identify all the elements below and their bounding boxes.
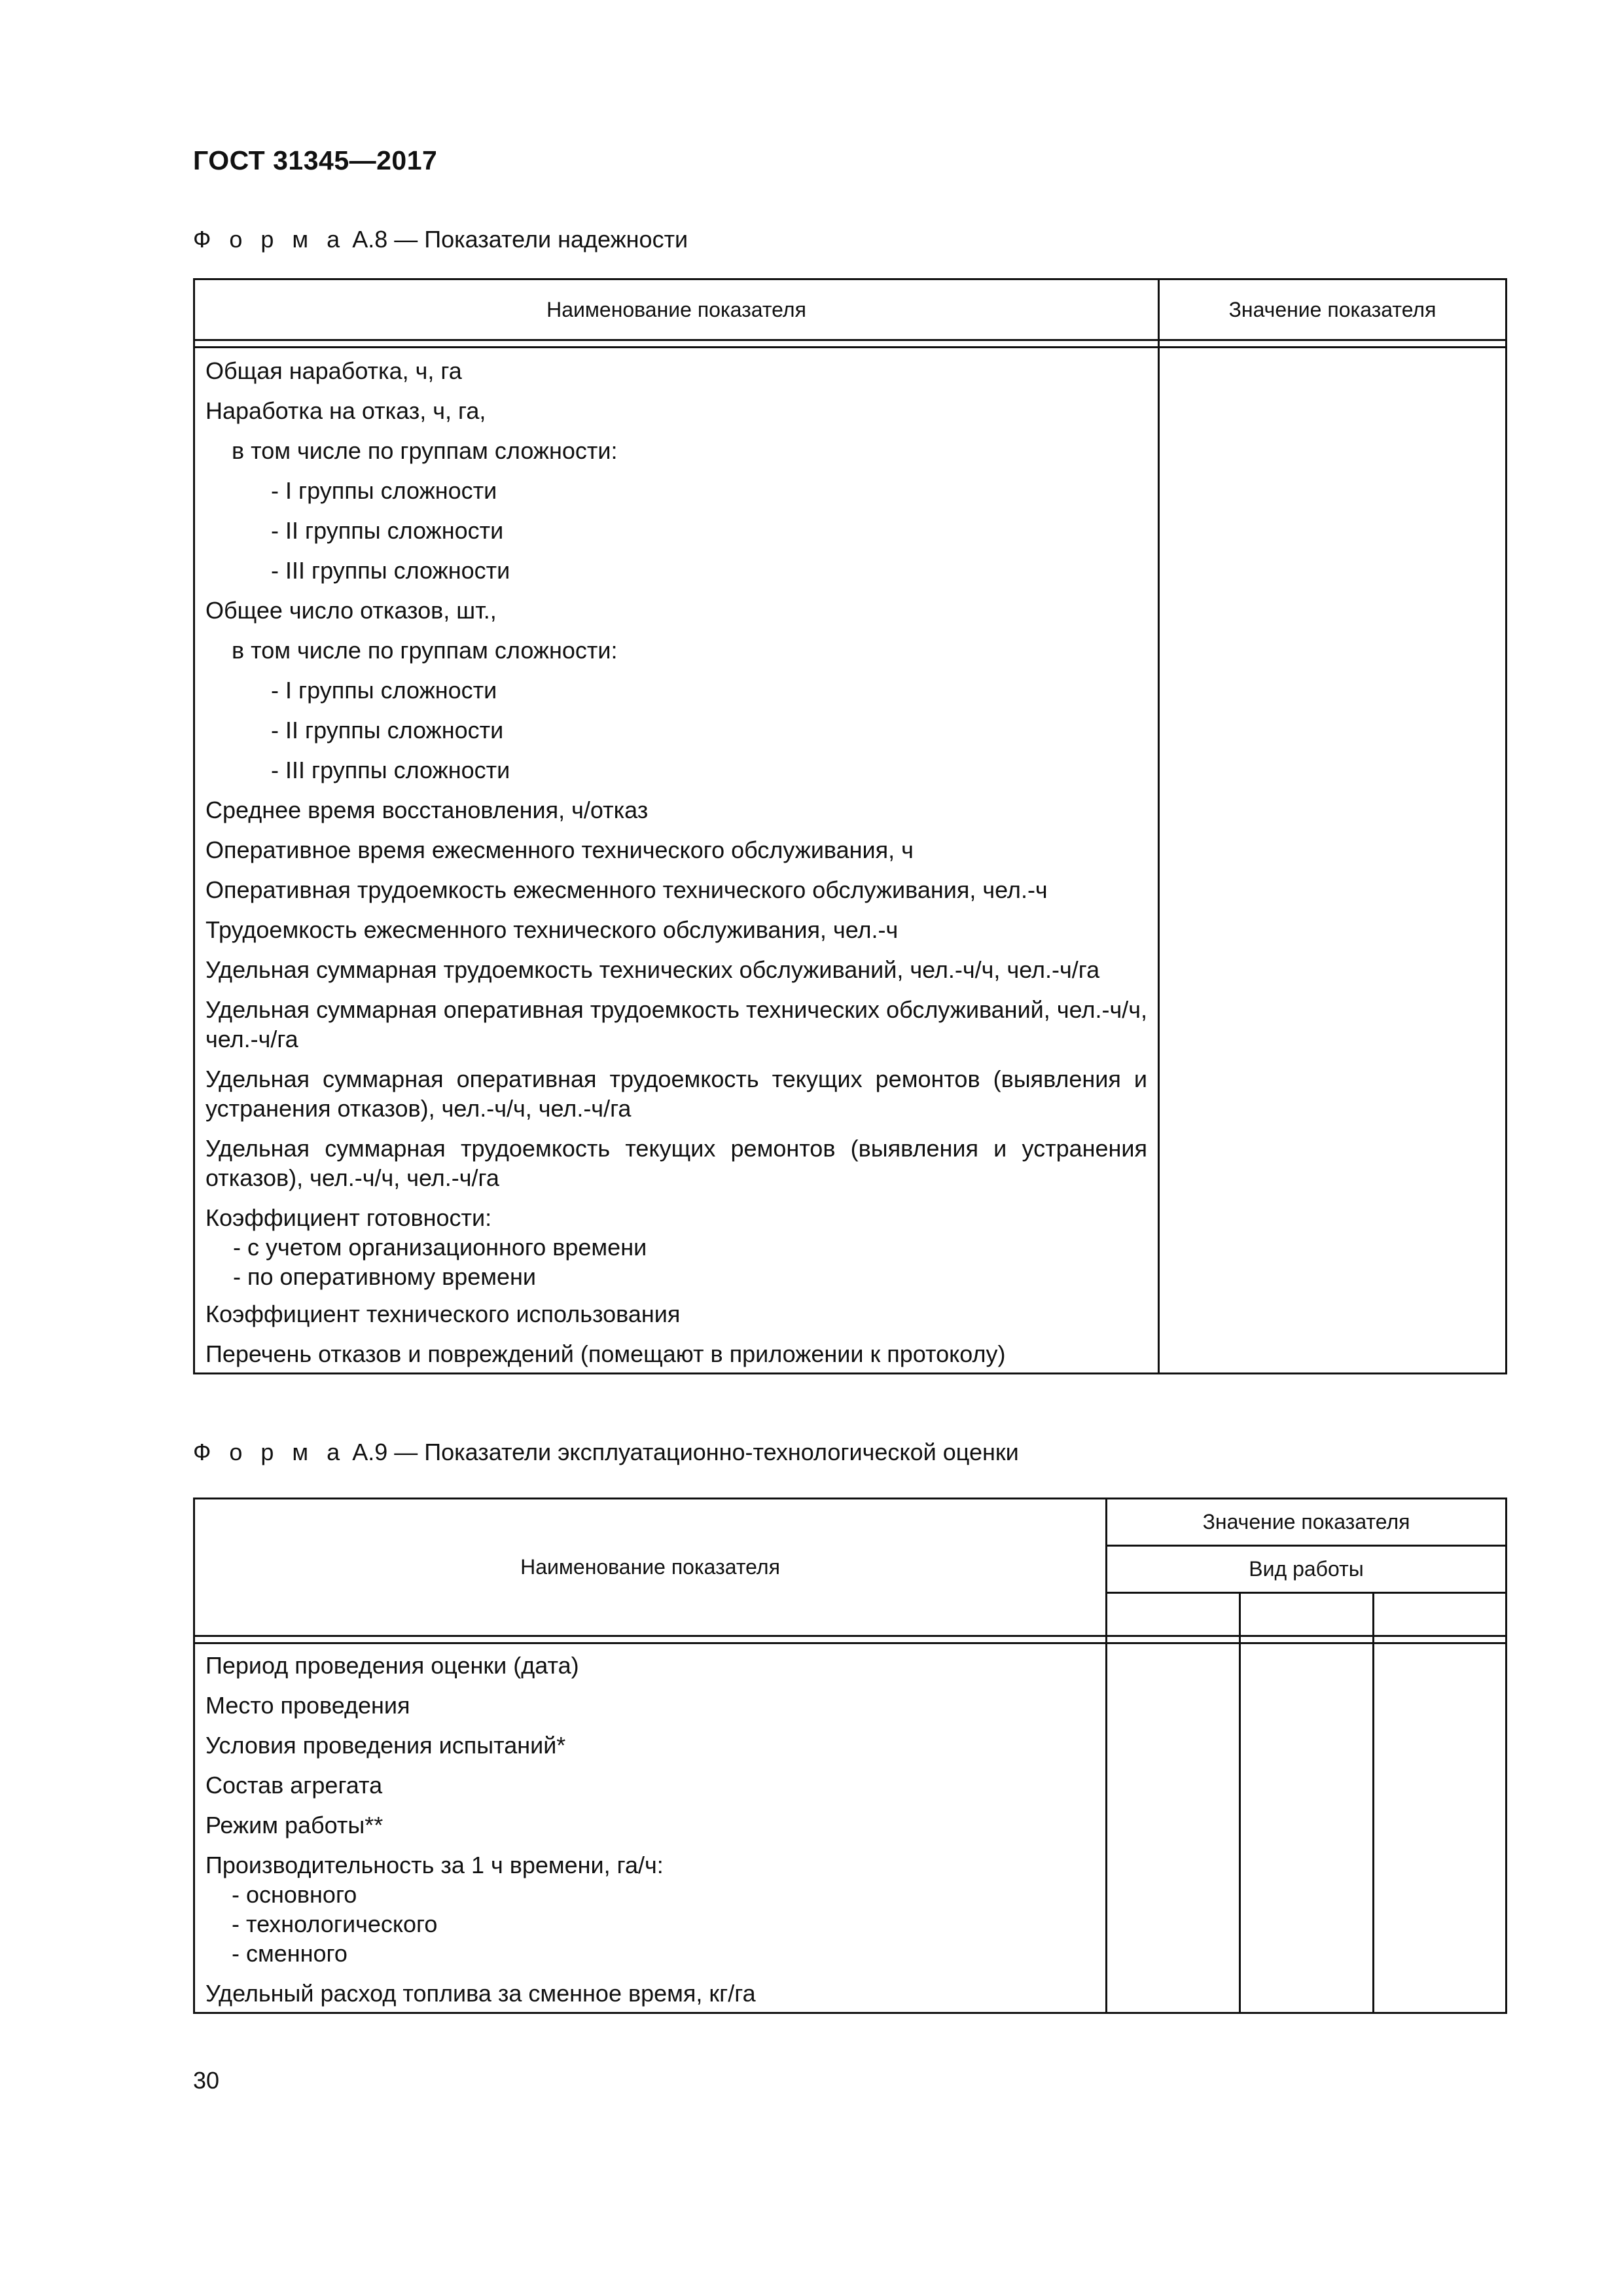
- indicator-name: Среднее время восстановления, ч/отказ: [205, 797, 649, 823]
- indicator-name: Коэффициент готовности:: [205, 1204, 492, 1231]
- indicator-sub: - по оперативному времени: [233, 1263, 537, 1290]
- indicator-name: Удельная суммарная трудоемкость текущих ремонтов (выявления и устранения отказов), чел.-ч/ч, чел.-ч/га: [205, 1135, 1147, 1191]
- indicator-name: [195, 1262, 1158, 1294]
- indicator-name: Наработка на отказ, ч, га,: [205, 397, 486, 424]
- work-type-column-1[interactable]: [1107, 1593, 1240, 1636]
- indicator-name: Общее число отказов, шт.,: [205, 597, 497, 624]
- form-a8-title-prefix: Ф о р м а: [193, 226, 346, 253]
- indicator-cell: [194, 348, 1159, 1373]
- form-a9-title: [193, 1439, 1019, 1466]
- indicator-name: в том числе по группам сложности:: [232, 637, 618, 664]
- form-a8-title-text: А.8 — Показатели надежности: [346, 226, 688, 253]
- indicator-name: [195, 1939, 1105, 1973]
- indicator-name: Трудоемкость ежесменного технического обслуживания, чел.-ч: [205, 916, 899, 943]
- header-row: [194, 279, 1507, 340]
- header-row: [194, 1499, 1507, 1546]
- value-cell-1[interactable]: [1107, 1643, 1240, 2013]
- header-separator: [194, 340, 1507, 348]
- value-cell-3[interactable]: [1374, 1643, 1507, 2013]
- indicator-cell: [194, 1643, 1107, 2013]
- indicator-name: Место проведения: [205, 1692, 410, 1719]
- indicator-name: - I группы сложности: [271, 677, 497, 704]
- indicator-name: Производительность за 1 ч времени, га/ч:: [205, 1852, 664, 1878]
- indicator-name: - II группы сложности: [271, 717, 504, 744]
- indicator-name: - II группы сложности: [271, 517, 504, 544]
- table-bottom: [194, 1372, 1507, 1374]
- indicator-name: Перечень отказов и повреждений (помещают в приложении к протоколу): [205, 1340, 1006, 1367]
- indicator-sub: - основного: [232, 1881, 357, 1908]
- header-separator: [194, 1636, 1507, 1643]
- column-header-indicator-value: Значение показателя: [1107, 1499, 1507, 1546]
- indicator-name: [195, 1909, 1105, 1939]
- table-row: [194, 1643, 1507, 2013]
- form-a9-title-prefix: Ф о р м а: [193, 1439, 346, 1465]
- indicator-name: Удельная суммарная трудоемкость технических обслуживаний, чел.-ч/ч, чел.-ч/га: [205, 956, 1100, 983]
- indicator-name: Удельная суммарная оперативная трудоемкость технических обслуживаний, чел.-ч/ч, чел.-ч/га: [205, 996, 1147, 1052]
- indicator-name: [195, 1232, 1158, 1262]
- table-row: [194, 348, 1507, 1373]
- value-cell[interactable]: [1159, 348, 1507, 1373]
- indicator-name: Удельная суммарная оперативная трудоемкость текущих ремонтов (выявления и устранения отказов), чел.-ч/ч, чел.-ч/га: [205, 1066, 1147, 1122]
- column-header-indicator-name: Наименование показателя: [194, 1499, 1107, 1636]
- indicator-name: Коэффициент технического использования: [205, 1300, 681, 1327]
- indicator-name: Состав агрегата: [205, 1772, 383, 1799]
- indicator-name: Оперативная трудоемкость ежесменного технического обслуживания, чел.-ч: [205, 876, 1048, 903]
- operational-evaluation-table: [193, 1498, 1507, 2014]
- indicator-name: Условия проведения испытаний*: [205, 1732, 566, 1759]
- column-header-indicator-name: Наименование показателя: [194, 279, 1159, 340]
- indicator-name: Удельный расход топлива за сменное время, кг/га: [205, 1980, 756, 2007]
- indicator-name: Режим работы**: [205, 1812, 383, 1839]
- form-a9-title-text: А.9 — Показатели эксплуатационно-технологической оценки: [346, 1439, 1019, 1465]
- indicator-name: Оперативное время ежесменного технического обслуживания, ч: [205, 836, 914, 863]
- table-bottom: [194, 2012, 1507, 2013]
- indicator-name: [195, 1880, 1105, 1909]
- form-a8-title: [193, 226, 688, 253]
- indicator-name: - III группы сложности: [271, 557, 510, 584]
- column-header-work-type: Вид работы: [1107, 1546, 1507, 1593]
- indicator-name: Период проведения оценки (дата): [205, 1652, 579, 1679]
- indicator-name: - I группы сложности: [271, 477, 497, 504]
- indicator-name: в том числе по группам сложности:: [232, 437, 618, 464]
- indicator-name: Общая наработка, ч, га: [205, 357, 462, 384]
- indicator-sub: - сменного: [232, 1940, 348, 1967]
- page-number: 30: [193, 2067, 220, 2094]
- work-type-column-2[interactable]: [1240, 1593, 1374, 1636]
- document-id: ГОСТ 31345—2017: [193, 145, 438, 175]
- indicator-sub: - с учетом организационного времени: [233, 1234, 647, 1261]
- work-type-column-3[interactable]: [1374, 1593, 1507, 1636]
- reliability-table: [193, 278, 1507, 1374]
- indicator-sub: - технологического: [232, 1910, 438, 1937]
- value-cell-2[interactable]: [1240, 1643, 1374, 2013]
- indicator-name: - III группы сложности: [271, 757, 510, 783]
- column-header-indicator-value: Значение показателя: [1159, 279, 1507, 340]
